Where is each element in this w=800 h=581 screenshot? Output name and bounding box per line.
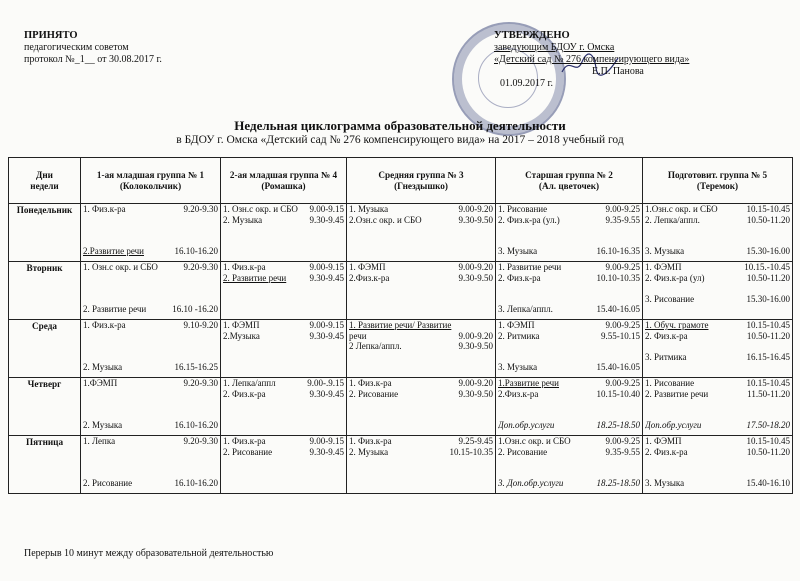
activity-line	[645, 246, 790, 257]
activity-name: 2.Озн.с окр. и СБО	[349, 214, 422, 225]
activity-time: 17.50-18.20	[746, 420, 790, 430]
activity-name: 2. Физ.к-ра	[645, 446, 688, 457]
schedule-cell	[643, 320, 793, 378]
activity-line	[83, 320, 218, 331]
activity-line	[349, 331, 493, 342]
approval-block-left	[24, 30, 162, 66]
activity-name: 2. Рисование	[349, 388, 399, 399]
activity-name: 1.Озн.с окр. и СБО	[498, 436, 571, 446]
activity-time: 9.00-9.20	[458, 330, 493, 341]
activity-line	[645, 436, 790, 447]
activity-line	[349, 389, 493, 400]
activity-time: 9.30-9.45	[309, 330, 344, 341]
schedule-cell	[347, 378, 496, 436]
activity-time: 9.30-9.45	[309, 446, 344, 457]
activity-name: Доп.обр.услуги	[498, 420, 555, 430]
activity-line	[645, 262, 790, 273]
activity-line	[223, 378, 344, 389]
activity-line	[83, 283, 218, 294]
activity-line	[83, 420, 218, 431]
activity-time: 9.35-9.55	[605, 446, 640, 457]
activity-time: 10.50-11.20	[746, 330, 790, 341]
activity-time: 9.30-9.45	[309, 272, 344, 283]
activity-time: 9.30-9.45	[309, 214, 344, 225]
schedule-cell	[496, 320, 643, 378]
schedule-cell	[221, 262, 347, 320]
schedule-cell	[347, 320, 496, 378]
schedule-cell	[347, 436, 496, 494]
activity-time: 9.10-9.20	[183, 320, 218, 330]
activity-line	[349, 204, 493, 215]
activity-line	[498, 283, 640, 294]
activity-line	[83, 304, 218, 315]
activity-name: 1. ФЭМП	[349, 262, 386, 272]
activity-time: 11.50-11.20	[747, 388, 790, 399]
activity-line	[83, 478, 218, 489]
activity-line	[498, 225, 640, 236]
activity-line	[83, 294, 218, 305]
activity-line	[83, 389, 218, 400]
activity-line	[223, 331, 344, 342]
activity-name: 2. Развитие речи	[223, 272, 287, 283]
activity-name: 2. Физ.к-ра	[223, 388, 266, 399]
activity-name: 2. Развитие речи	[645, 388, 709, 399]
activity-line	[645, 478, 790, 489]
document-subtitle: в БДОУ г. Омска «Детский сад № 276 компенсирующего вида» на 2017 – 2018 учебный год	[176, 134, 624, 146]
activity-line	[349, 320, 493, 331]
schedule-table	[8, 157, 793, 494]
schedule-cell	[496, 262, 643, 320]
activity-name: 3. Лепка/аппл.	[498, 304, 553, 314]
activity-name: речи	[349, 330, 367, 341]
activity-time: 10.10-10.35	[596, 272, 640, 283]
activity-line	[83, 246, 218, 257]
activity-name: 2.Физ.к-ра	[498, 388, 539, 399]
activity-name: 3. Доп.обр.услуги	[498, 478, 564, 488]
activity-time: 9.00-9.20	[458, 262, 493, 272]
activity-time: 10.15-10.45	[746, 436, 790, 446]
activity-line	[498, 410, 640, 421]
activity-line	[498, 304, 640, 315]
activity-name: 2. Рисование	[223, 446, 273, 457]
activity-line	[83, 215, 218, 226]
schedule-cell	[81, 262, 221, 320]
activity-time: 9.20-9.30	[183, 436, 218, 446]
activity-line	[645, 457, 790, 468]
activity-line	[645, 215, 790, 226]
activity-line	[498, 478, 640, 489]
activity-line	[645, 236, 790, 247]
activity-line	[498, 420, 640, 431]
activity-line	[645, 410, 790, 421]
activity-name: 3. Ритмика	[645, 351, 687, 362]
activity-line	[645, 204, 790, 215]
confirmed-line-1: заведующим БДОУ г. Омска	[494, 42, 615, 53]
activity-time: 9.00-9.15	[309, 436, 344, 446]
activity-line	[83, 468, 218, 479]
activity-name: 2. Рисование	[83, 478, 133, 488]
activity-name: 1. Рисование	[498, 204, 548, 214]
activity-line	[498, 389, 640, 400]
activity-line	[498, 331, 640, 342]
activity-time: 16.15-16.45	[746, 351, 790, 362]
activity-name: 1. Озн.с окр. и СБО	[223, 204, 298, 214]
activity-time: 9.30-9.50	[458, 341, 493, 351]
activity-time: 10.15-10.45	[746, 378, 790, 388]
activity-name: 2.Музыка	[223, 330, 260, 341]
approved-line-1: педагогическим советом	[24, 42, 129, 53]
activity-name: 3. Музыка	[498, 362, 538, 372]
schedule-cell	[221, 204, 347, 262]
activity-time: 16.10-16.20	[174, 246, 218, 256]
activity-line	[645, 331, 790, 342]
schedule-cell	[496, 378, 643, 436]
header-group-4: 2-ая младшая группа № 4 (Ромашка)	[221, 158, 347, 204]
activity-name: 1. Физ.к-ра	[223, 436, 266, 446]
schedule-cell	[347, 262, 496, 320]
activity-name: 3. Музыка	[498, 246, 538, 256]
schedule-cell	[643, 378, 793, 436]
approved-title: ПРИНЯТО	[24, 30, 78, 41]
activity-time: 15.30-16.00	[746, 293, 790, 304]
day-name: Пятница	[9, 436, 81, 494]
activity-line	[498, 341, 640, 352]
activity-line	[498, 378, 640, 389]
activity-line	[645, 399, 790, 410]
activity-line	[498, 273, 640, 284]
activity-line	[498, 294, 640, 305]
day-name: Среда	[9, 320, 81, 378]
activity-time: 10.50-11.20	[746, 446, 790, 457]
activity-name: Доп.обр.услуги	[645, 420, 702, 430]
confirmed-signer: Е.П. Панова	[592, 66, 644, 77]
table-row	[9, 320, 793, 378]
activity-line	[498, 362, 640, 373]
activity-line	[645, 341, 790, 352]
table-header-row	[9, 158, 793, 204]
activity-name: 1.ФЭМП	[83, 378, 118, 388]
activity-name: 1. Озн.с окр. и СБО	[83, 262, 158, 272]
activity-time: 9.25-9.45	[458, 436, 493, 446]
activity-line	[498, 457, 640, 468]
activity-time: 15.30-16.00	[746, 246, 790, 256]
activity-time: 18.25-18.50	[596, 420, 640, 430]
activity-name: 1. Музыка	[349, 204, 389, 214]
activity-time: 10.50-11.20	[746, 214, 790, 225]
activity-time: 9.35-9.55	[605, 214, 640, 225]
schedule-cell	[643, 262, 793, 320]
activity-time: 15.40-16.10	[746, 478, 790, 488]
schedule-cell	[347, 204, 496, 262]
activity-line	[83, 262, 218, 273]
activity-line	[83, 378, 218, 389]
activity-time: 16.10-16.20	[174, 420, 218, 430]
approval-block-right	[494, 30, 689, 90]
activity-name: 2. Физ.к-ра	[498, 272, 541, 283]
activity-line	[349, 378, 493, 389]
confirmed-date: 01.09.2017 г.	[500, 78, 553, 89]
activity-name: 2. Музыка	[349, 446, 389, 457]
activity-time: 9.00-9.20	[458, 204, 493, 214]
activity-time	[490, 320, 493, 331]
day-name: Четверг	[9, 378, 81, 436]
activity-line	[349, 262, 493, 273]
activity-line	[498, 447, 640, 458]
schedule-cell	[81, 378, 221, 436]
activity-name: 1. Лепка	[83, 436, 116, 446]
activity-line	[498, 399, 640, 410]
activity-name: 2. Физ.к-ра (ул)	[645, 272, 705, 283]
break-note: Перерыв 10 минут между образовательной деятельностью	[24, 548, 274, 559]
activity-time: 10.15.-10.45	[744, 262, 790, 272]
activity-name: 2. Музыка	[83, 420, 123, 430]
activity-time: 9.00-9.25	[605, 262, 640, 272]
activity-time: 16.10-16.35	[596, 246, 640, 256]
activity-line	[349, 273, 493, 284]
activity-name: 2. Музыка	[83, 362, 123, 372]
activity-time: 9.00-9.20	[458, 378, 493, 388]
activity-line	[349, 447, 493, 458]
activity-line	[349, 436, 493, 447]
schedule-cell	[81, 204, 221, 262]
activity-time: 10.15-10.40	[596, 388, 640, 399]
schedule-cell	[496, 436, 643, 494]
activity-line	[83, 457, 218, 468]
approved-line-2: протокол №_1__ от 30.08.2017 г.	[24, 54, 162, 65]
activity-line	[349, 341, 493, 352]
activity-line	[645, 468, 790, 479]
activity-name: 2. Физ.к-ра (ул.)	[498, 214, 560, 225]
activity-name: 1. Физ.к-ра	[223, 262, 266, 272]
activity-line	[645, 352, 790, 363]
activity-line	[498, 352, 640, 363]
activity-line	[498, 236, 640, 247]
activity-line	[645, 294, 790, 305]
header-group-5: Подготовит. группа № 5 (Теремок)	[643, 158, 793, 204]
activity-line	[349, 215, 493, 226]
activity-line	[223, 320, 344, 331]
activity-time: 9.00-9.25	[605, 378, 640, 388]
activity-line	[83, 236, 218, 247]
activity-name: 1. Физ.к-ра	[83, 320, 126, 330]
activity-line	[645, 420, 790, 431]
activity-time: 10.15-10.45	[746, 204, 790, 214]
activity-time: 18.25-18.50	[596, 478, 640, 488]
activity-time: 9.30-9.50	[458, 272, 493, 283]
header-group-2: Старшая группа № 2 (Ал. цветочек)	[496, 158, 643, 204]
activity-name: 1.Озн.с окр. и СБО	[645, 204, 718, 214]
schedule-cell	[643, 436, 793, 494]
header-group-3: Средняя группа № 3 (Гнездышко)	[347, 158, 496, 204]
activity-time: 9.20-9.30	[183, 262, 218, 272]
activity-line	[498, 215, 640, 226]
activity-name: 1. Развитие речи/ Развитие	[349, 320, 452, 330]
activity-line	[223, 262, 344, 273]
activity-time: 16.10 -16.20	[172, 304, 218, 314]
activity-line	[223, 273, 344, 284]
activity-name: 3. Музыка	[645, 478, 685, 488]
activity-name: 1.Развитие речи	[498, 378, 559, 388]
activity-line	[83, 399, 218, 410]
activity-name: 1. Физ.к-ра	[349, 436, 392, 446]
activity-line	[83, 273, 218, 284]
table-row	[9, 204, 793, 262]
activity-line	[645, 320, 790, 331]
activity-time: 9.30-9.50	[458, 214, 493, 225]
schedule-cell	[221, 320, 347, 378]
activity-time: 10.50-11.20	[746, 272, 790, 283]
activity-name: 3. Музыка	[645, 246, 685, 256]
activity-time: 15.40-16.05	[596, 362, 640, 372]
activity-line	[498, 320, 640, 331]
confirmed-line-2: «Детский сад № 276 компенсирующего вида»	[494, 54, 690, 65]
activity-line	[83, 331, 218, 342]
table-row	[9, 378, 793, 436]
activity-name: 2. Рисование	[498, 446, 548, 457]
activity-time: 9.30-9.50	[458, 388, 493, 399]
schedule-cell	[496, 204, 643, 262]
activity-line	[645, 447, 790, 458]
activity-line	[498, 204, 640, 215]
activity-line	[83, 362, 218, 373]
activity-time: 9.00-9.25	[605, 436, 640, 446]
activity-name: 1. ФЭМП	[645, 436, 682, 446]
activity-name: 1. Физ.к-ра	[349, 378, 392, 388]
activity-line	[498, 436, 640, 447]
activity-line	[223, 447, 344, 458]
activity-time: 15.40-16.05	[596, 304, 640, 314]
activity-line	[83, 447, 218, 458]
activity-name: 1. ФЭМП	[498, 320, 535, 330]
day-name: Вторник	[9, 262, 81, 320]
schedule-cell	[221, 436, 347, 494]
activity-time: 9.30-9.45	[309, 388, 344, 399]
activity-name: 2. Музыка	[223, 214, 263, 225]
header-group-1: 1-ая младшая группа № 1 (Колокольчик)	[81, 158, 221, 204]
activity-name: 1. ФЭМП	[223, 320, 260, 330]
activity-line	[83, 341, 218, 352]
activity-line	[645, 283, 790, 294]
activity-line	[83, 352, 218, 363]
activity-line	[645, 225, 790, 236]
activity-line	[645, 273, 790, 284]
activity-line	[223, 204, 344, 215]
activity-name: 1. Лепка/аппл	[223, 378, 276, 388]
activity-time: 10.15-10.35	[449, 446, 493, 457]
activity-line	[498, 246, 640, 257]
activity-name: 1. Физ.к-ра	[83, 204, 126, 214]
activity-line	[645, 378, 790, 389]
activity-name: 2 Лепка/аппл.	[349, 341, 402, 351]
activity-line	[83, 225, 218, 236]
activity-name: 1. Обуч. грамоте	[645, 320, 709, 330]
activity-time: 9.00-9.25	[605, 320, 640, 330]
activity-time: 9.55-10.15	[601, 330, 640, 341]
confirmed-title: УТВЕРЖДЕНО	[494, 30, 570, 41]
activity-name: 2.Физ.к-ра	[349, 272, 390, 283]
day-name: Понедельник	[9, 204, 81, 262]
activity-line	[498, 262, 640, 273]
table-row	[9, 262, 793, 320]
activity-time: 9.00-9.15	[309, 320, 344, 330]
activity-line	[83, 410, 218, 421]
activity-line	[223, 436, 344, 447]
activity-name: 1. Рисование	[645, 378, 695, 388]
activity-name: 1. Развитие речи	[498, 262, 562, 272]
activity-line	[83, 204, 218, 215]
activity-name: 2. Лепка/аппл.	[645, 214, 700, 225]
header-days: Дни недели	[9, 158, 81, 204]
schedule-cell	[643, 204, 793, 262]
activity-time: 9.00-9.15	[309, 262, 344, 272]
table-row	[9, 436, 793, 494]
activity-time: 9.00-9.25	[605, 204, 640, 214]
activity-name: 2. Ритмика	[498, 330, 540, 341]
activity-line	[83, 436, 218, 447]
activity-name: 3. Рисование	[645, 293, 695, 304]
activity-time: 9.00-.9.15	[307, 378, 344, 388]
schedule-cell	[221, 378, 347, 436]
activity-line	[223, 215, 344, 226]
activity-name: 2. Физ.к-ра	[645, 330, 688, 341]
schedule-cell	[81, 436, 221, 494]
activity-time: 9.00-9.15	[309, 204, 344, 214]
document-title: Недельная циклограмма образовательной деятельности	[234, 118, 566, 133]
activity-time: 9.20-9.30	[183, 204, 218, 214]
activity-line	[645, 389, 790, 400]
activity-time: 16.10-16.20	[174, 478, 218, 488]
activity-line	[498, 468, 640, 479]
activity-name: 2.Развитие речи	[83, 246, 144, 256]
activity-time: 9.20-9.30	[183, 378, 218, 388]
activity-time: 10.15-10.45	[746, 320, 790, 330]
activity-name: 2. Развитие речи	[83, 304, 147, 314]
schedule-cell	[81, 320, 221, 378]
activity-name: 1. ФЭМП	[645, 262, 682, 272]
activity-line	[223, 389, 344, 400]
activity-time: 16.15-16.25	[174, 362, 218, 372]
